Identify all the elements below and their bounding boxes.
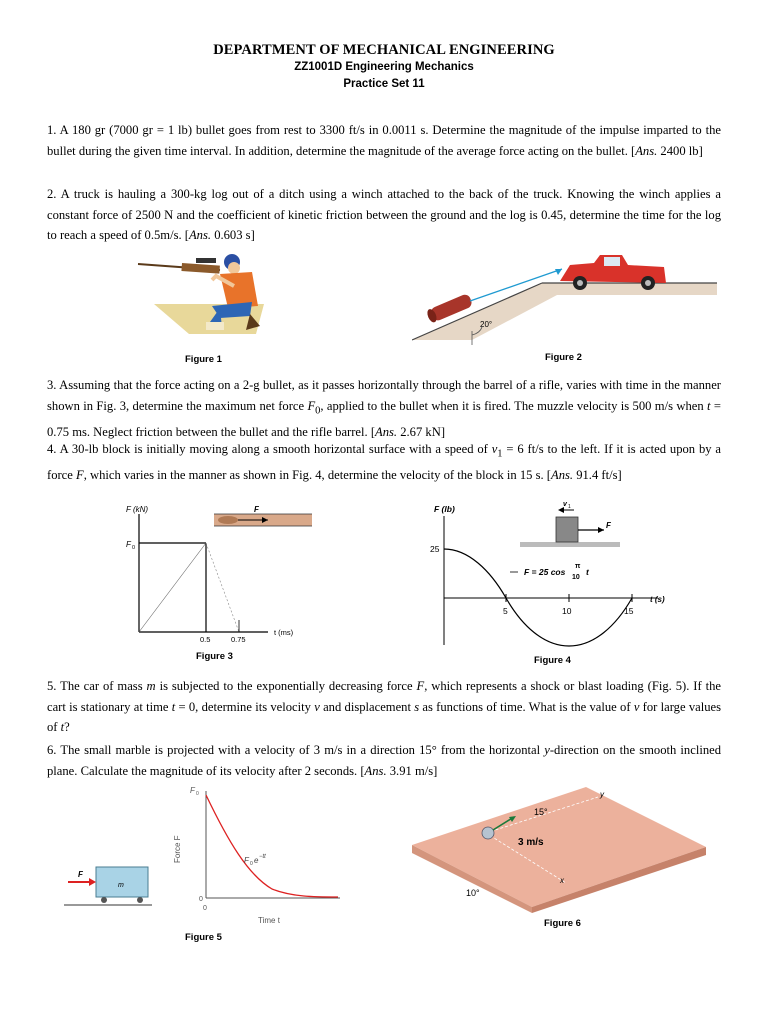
fig4-eq-num: π bbox=[575, 563, 581, 570]
problem-text: is subjected to the exponentially decreasing force bbox=[155, 679, 417, 693]
fig3-y-tick-sub: 0 bbox=[132, 545, 136, 551]
symbol: t bbox=[171, 699, 176, 714]
answer-label: Ans. bbox=[375, 424, 398, 439]
symbol: F bbox=[307, 398, 316, 413]
problem-number: 5. bbox=[47, 679, 57, 693]
answer-value: 0.603 s bbox=[214, 228, 251, 242]
problem-text: Assuming that the force acting on a 2-g bullet, as it passes horizontally through the barrel of a rifle, varies with time in the manner shown in Fig. 3, determine the maximum net force bbox=[47, 378, 721, 413]
fig6-incline: 10° bbox=[466, 888, 480, 898]
problem-text: , which varies in the manner as shown in Fig. 4, determine the velocity of the block in 15 s. bbox=[83, 468, 544, 483]
fig5-curve-label: F bbox=[244, 856, 249, 865]
problem-4: 4. A 30-lb block is initially moving along a smooth horizontal surface with a speed of $v_1 = 6$ ft/s to the left. If it is acted upon by a force F, which varies in the manner as shown in Fig. 4, determine the velocity of the block in 15 s. [Ans. 91.4 ft/s] bbox=[47, 442, 721, 483]
figure-4-caption: Figure 4 bbox=[534, 655, 571, 666]
problem-text: , which represents a shock or blast loading (Fig. 5). If the cart is stationary at time bbox=[47, 679, 722, 714]
fig4-x-tick: 5 bbox=[503, 606, 508, 616]
problem-text: = 0.75 ms. Neglect friction between the bullet and the rifle barrel. bbox=[47, 398, 721, 439]
fig5-curve-exp: −tt bbox=[259, 854, 266, 860]
answer-label: Ans. bbox=[635, 143, 658, 158]
fig2-angle-label: 20° bbox=[480, 320, 493, 329]
problem-text: A 180 gr (7000 gr = 1 lb) bullet goes from rest to 3300 ft/s in 0.0011 s. Determine the magnitude of the impulse imparted to the bullet during the given time interval. In addition, determine the magnitude of the average force acting on the bullet. bbox=[47, 123, 721, 158]
fig4-vel-sub: 1 bbox=[568, 504, 571, 510]
symbol: t bbox=[707, 398, 711, 413]
figure-3-force-time bbox=[118, 500, 318, 645]
subscript: 1 bbox=[497, 448, 503, 460]
fig5-curve-sup: e bbox=[254, 856, 259, 865]
problem-3: 3. Assuming that the force acting on a 2-g bullet, as it passes horizontally through the barrel of a rifle, varies with time in the manner shown in Fig. 3, determine the maximum net force $F_0$, applied to the bullet when it is fired. The muzzle velocity is 500 m/s when t = 0.75 ms. Neglect friction between the bullet and the rifle barrel. [Ans. 2.67 kN] bbox=[47, 378, 721, 439]
fig4-y-tick: 25 bbox=[430, 544, 440, 554]
fig5-force-label: F bbox=[78, 870, 83, 879]
problem-5 bbox=[47, 676, 721, 738]
fig5-x-label: Time t bbox=[258, 916, 280, 925]
fig3-x-tick: 0.75 bbox=[231, 635, 246, 644]
answer-label: Ans. bbox=[364, 763, 387, 778]
fig4-vel-label: v bbox=[563, 501, 567, 508]
answer-value: 3.91 m/s bbox=[389, 763, 434, 778]
fig3-x-tick: 0.5 bbox=[200, 635, 211, 644]
problem-text: as functions of time. What is the value of bbox=[419, 699, 634, 714]
fig4-x-tick: 10 bbox=[562, 606, 572, 616]
figure-5-exponential-force bbox=[60, 783, 360, 928]
fig3-force-label: F bbox=[254, 505, 259, 514]
fig4-y-label: F (lb) bbox=[434, 504, 455, 514]
answer-label: Ans. bbox=[551, 468, 574, 483]
fig3-y-label: F (kN) bbox=[126, 505, 149, 514]
problem-number: 3. bbox=[47, 378, 57, 392]
problem-6: 6. The small marble is projected with a velocity of 3 m/s in a direction 15° from the horizontal y-direction on the smooth inclined plane. Calculate the magnitude of its velocity after 2 seconds. [Ans. 3.91 m/s] bbox=[47, 743, 722, 778]
answer-label: Ans. bbox=[188, 228, 212, 242]
fig4-eq-lhs: F = 25 cos bbox=[524, 567, 566, 577]
fig4-force-label: F bbox=[606, 521, 611, 530]
fig6-angle-dir: 15° bbox=[534, 807, 548, 817]
fig6-speed: 3 m/s bbox=[518, 837, 544, 848]
practice-set-title: Practice Set 11 bbox=[343, 78, 425, 90]
figure-4-cosine-force bbox=[428, 500, 688, 650]
fig5-y-top-sub: 0 bbox=[196, 791, 199, 797]
symbol: v bbox=[633, 699, 640, 714]
figure-6-caption: Figure 6 bbox=[544, 918, 581, 929]
fig6-axis-y: y bbox=[600, 790, 604, 799]
symbol: v bbox=[314, 699, 320, 714]
fig5-origin-y: 0 bbox=[199, 896, 203, 903]
problem-text: -direction on the smooth inclined plane. Calculate the magnitude of its velocity after 2 seconds. bbox=[47, 743, 722, 778]
fig6-axis-x: x bbox=[560, 876, 564, 885]
subscript: 0 bbox=[315, 405, 321, 417]
symbol: s bbox=[414, 699, 420, 714]
fig5-y-label: Force F bbox=[173, 835, 182, 863]
figure-1-caption: Figure 1 bbox=[185, 354, 222, 365]
figure-2-caption: Figure 2 bbox=[545, 352, 582, 363]
problem-text: ? bbox=[64, 720, 70, 734]
answer-value: 91.4 ft/s bbox=[576, 468, 618, 483]
problem-text: A 30-lb block is initially moving along a smooth horizontal surface with a speed of bbox=[59, 442, 492, 456]
answer-value: 2.67 kN bbox=[400, 424, 441, 439]
fig3-x-label: t (ms) bbox=[274, 628, 294, 637]
fig4-eq-var: t bbox=[586, 567, 589, 577]
problem-text: = 6 ft/s to the left. If it is acted upon by a force bbox=[47, 442, 721, 483]
fig5-curve-sub: 0 bbox=[250, 861, 253, 867]
problem-text: and displacement bbox=[319, 699, 415, 714]
figure-2-truck-log bbox=[412, 255, 717, 345]
problem-text: The small marble is projected with a velocity of 3 m/s in a direction 15° from the horizontal bbox=[60, 743, 545, 757]
problem-number: 4. bbox=[47, 442, 57, 456]
figure-5-caption: Figure 5 bbox=[185, 932, 222, 943]
problem-2: 2. A truck is hauling a 300-kg log out of a ditch using a winch attached to the back of the truck. Knowing the winch applies a constant force of 2500 N and the coefficient of kinetic friction between the ground and the log is 0.45, determine the time for the log to reach a speed of 0.5m/s. [Ans. 0.603 s] bbox=[47, 187, 721, 242]
problem-text: for large values of bbox=[47, 699, 722, 734]
problem-number: 2. bbox=[47, 187, 57, 201]
figure-1-rifleman bbox=[134, 246, 284, 336]
symbol: m bbox=[146, 679, 156, 693]
figure-3-caption: Figure 3 bbox=[196, 651, 233, 662]
symbol: t bbox=[60, 720, 65, 734]
symbol: v bbox=[491, 442, 498, 456]
fig5-mass-label: m bbox=[118, 882, 124, 889]
problem-text: A truck is hauling a 300-kg log out of a ditch using a winch attached to the back of the truck. Knowing the winch applies a constant force of 2500 N and the coefficient of kinetic friction between the ground and the log is 0.45, determine the time for the log to reach a speed of 0.5m/s. bbox=[47, 187, 721, 242]
department-title: DEPARTMENT OF MECHANICAL ENGINEERING bbox=[213, 42, 555, 58]
problem-number: 1. bbox=[47, 123, 57, 137]
problem-text: , applied to the bullet when it is fired. The muzzle velocity is 500 m/s when bbox=[320, 398, 708, 413]
symbol: F bbox=[416, 679, 425, 693]
fig4-eq-den: 10 bbox=[572, 574, 580, 581]
problem-number: 6. bbox=[47, 743, 57, 757]
symbol: F bbox=[76, 468, 84, 483]
problem-1: 1. A 180 gr (7000 gr = 1 lb) bullet goes from rest to 3300 ft/s in 0.0011 s. Determine the magnitude of the impulse imparted to the bullet during the given time interval. In addition, determine the magnitude of the average force acting on the bullet. [Ans. 2400 lb] bbox=[47, 123, 721, 158]
fig4-x-label: t (s) bbox=[650, 595, 665, 604]
answer-value: 2400 lb bbox=[660, 143, 699, 158]
figure-6-inclined-plane bbox=[408, 783, 708, 913]
fig4-x-tick: 15 bbox=[624, 606, 634, 616]
problem-text: The car of mass bbox=[60, 679, 147, 693]
problem-text: = 0, determine its velocity bbox=[175, 699, 315, 714]
fig5-y-top: F bbox=[190, 786, 195, 795]
course-title: ZZ1001D Engineering Mechanics bbox=[294, 61, 474, 73]
fig3-y-tick: F bbox=[126, 540, 131, 549]
fig5-origin-x: 0 bbox=[203, 905, 207, 912]
symbol: y bbox=[544, 743, 550, 757]
